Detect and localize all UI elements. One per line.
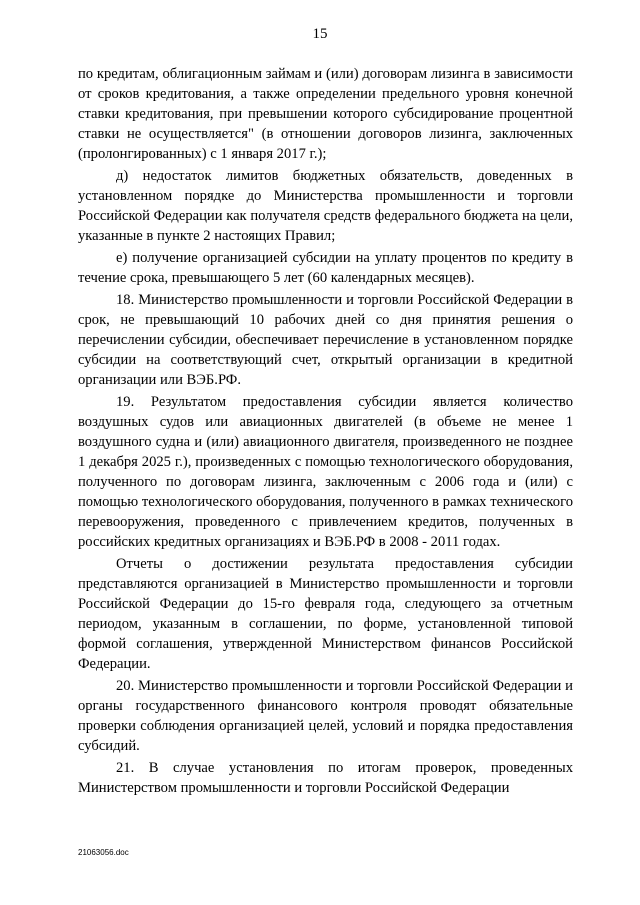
paragraph-20: 20. Министерство промышленности и торговли Российской Федерации и органы государственного финансового контроля проводят обязательные проверки соблюдения организацией целей, условий и порядка предоставления субсидий. bbox=[78, 678, 573, 754]
paragraph-item-d: д) недостаток лимитов бюджетных обязательств, доведенных в установленном порядке до Министерства промышленности и торговли Российской Федерации как получателя средств федерального бюджета на цели, указанные в пункте 2 настоящих Правил; bbox=[78, 168, 573, 244]
page-number: 15 bbox=[312, 26, 328, 42]
paragraph-item-e: е) получение организацией субсидии на уплату процентов по кредиту в течение срока, превышающего 5 лет (60 календарных месяцев). bbox=[78, 250, 573, 286]
paragraph-continuation: по кредитам, облигационным займам и (или) договорам лизинга в зависимости от сроков кредитования, а также определении предельного уровня конечной ставки кредитования, при превышении которого субсидирование процентной ставки не осуществляется" (в отношении договоров лизинга, заключенных (пролонгированных) с 1 января 2017 г.); bbox=[78, 66, 573, 162]
document-footer-filename: 21063056.doc bbox=[78, 848, 129, 857]
paragraph-reports: Отчеты о достижении результата предоставления субсидии представляются организацией в Министерство промышленности и торговли Российской Федерации до 15-го февраля года, следующего за отчетным периодом, указанным в соглашении, по форме, установленной типовой формой соглашения, утвержденной Министерством финансов Российской Федерации. bbox=[78, 556, 573, 672]
paragraph-18: 18. Министерство промышленности и торговли Российской Федерации в срок, не превышающий 10 рабочих дней со дня принятия решения о перечислении субсидии, обеспечивает перечисление в установленном порядке субсидии на соответствующий счет, открытый организации в кредитной организации или ВЭБ.РФ. bbox=[78, 292, 573, 388]
paragraph-19: 19. Результатом предоставления субсидии является количество воздушных судов или авиационных двигателей (в объеме не менее 1 воздушного судна и (или) авиационного двигателя, произведенного не позднее 1 декабря 2025 г.), произведенных с помощью технологического оборудования, полученного по договорам лизинга, заключенным с 2006 года и (или) с помощью технологического оборудования, полученного в рамках технического перевооружения, проведенного с привлечением кредитов, полученных в российских кредитных организациях и ВЭБ.РФ в 2008 - 2011 годах. bbox=[78, 394, 573, 550]
paragraph-21: 21. В случае установления по итогам проверок, проведенных Министерством промышленности и торговли Российской Федерации bbox=[78, 760, 573, 796]
document-body bbox=[78, 64, 573, 800]
